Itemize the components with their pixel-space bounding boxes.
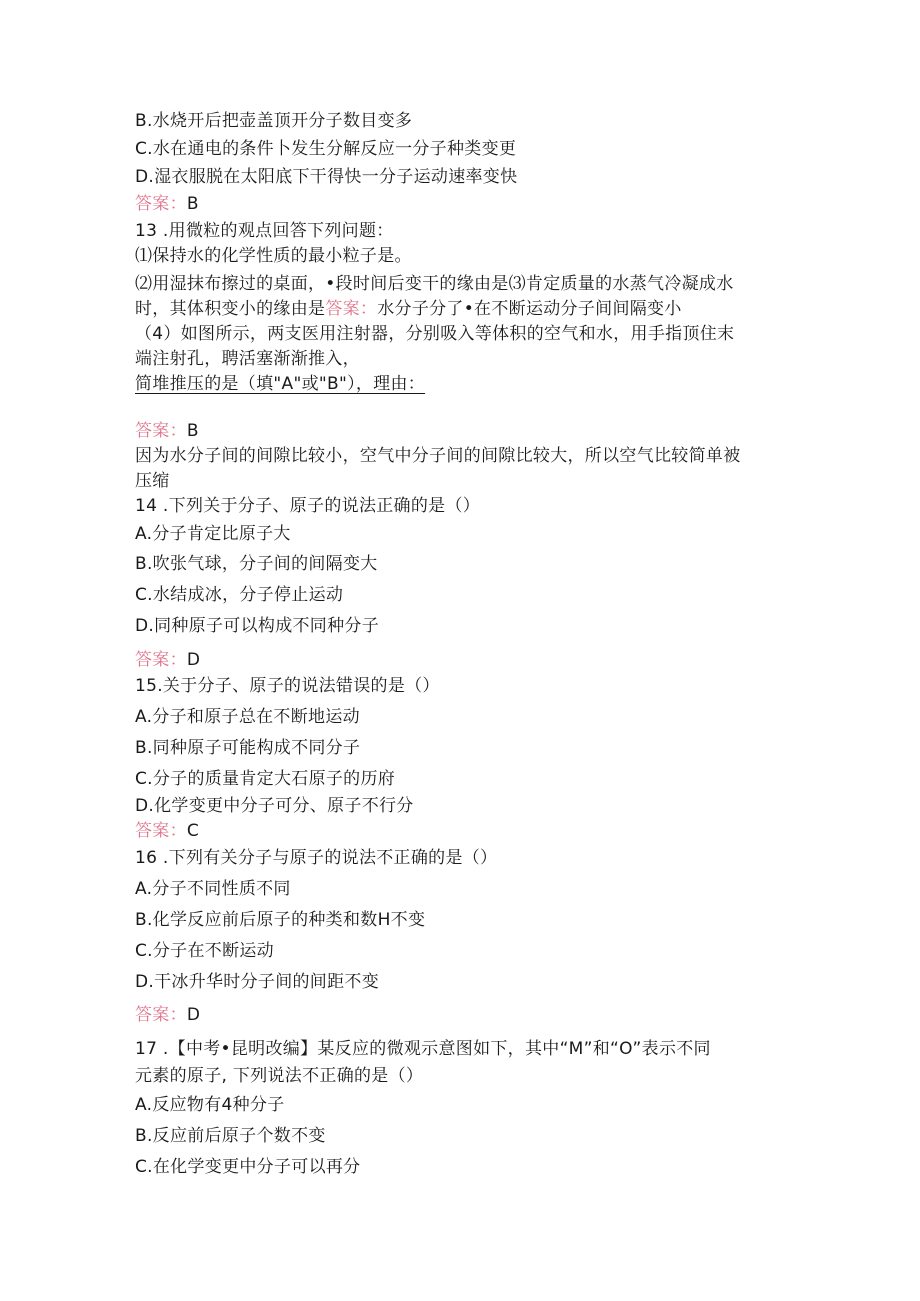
q13-part3 bbox=[135, 298, 682, 320]
q16-option-c: C.分子在不断运动 bbox=[135, 941, 274, 961]
q14-answer bbox=[135, 649, 200, 671]
q16-option-a: A.分子不同性质不同 bbox=[135, 879, 291, 899]
q14-option-c: C.水结成冰，分子停止运动 bbox=[135, 585, 344, 605]
q17-stem: 17 .【中考•昆明改编】某反应的微观示意图如下，其中“M”和“O”表示不同 bbox=[135, 1039, 711, 1059]
q13-part4-fill: 简堆推压的是（填"A"或"B"），理由： bbox=[135, 374, 426, 394]
q17-stem-cont: 元素的原子, 下列说法不正确的是（） bbox=[135, 1066, 424, 1086]
q16-option-d: D.干冰升华时分子间的间距不变 bbox=[135, 972, 379, 992]
q13-answer bbox=[135, 420, 199, 442]
q13-part3-text: 时，其体积变小的缘由是 bbox=[135, 299, 326, 319]
answer-label: 答案： bbox=[135, 194, 187, 214]
q14-option-d: D.同种原子可以构成不同种分子 bbox=[135, 616, 379, 636]
q15-stem: 15.关于分子、原子的说法错误的是（） bbox=[135, 676, 440, 696]
q12-option-d: D.湿衣服脱在太阳底下干得快一分子运动速率变快 bbox=[135, 167, 518, 187]
answer-value: B bbox=[186, 421, 199, 441]
q17-option-b: B.反应前后原子个数不变 bbox=[135, 1126, 326, 1146]
answer-label: 答案： bbox=[135, 1005, 187, 1025]
q17-option-a: A.反应物有4种分子 bbox=[135, 1095, 285, 1115]
q14-option-a: A.分子肯定比原子大 bbox=[135, 524, 291, 544]
q13-part4: （4）如图所示，两支医用注射器，分别吸入等体积的空气和水，用手指顶住末 bbox=[135, 324, 735, 344]
q13-part2: ⑵用湿抹布擦过的桌面，•段时间后变干的缘由是⑶肯定质量的水蒸气冷凝成水 bbox=[135, 274, 734, 294]
q13-part1: ⑴保持水的化学性质的最小粒子是。 bbox=[135, 246, 412, 266]
q16-option-b: B.化学反应前后原子的种类和数H不变 bbox=[135, 910, 426, 930]
answer-value: C bbox=[186, 821, 200, 841]
q13-stem: 13 .用微粒的观点回答下列问题： bbox=[135, 221, 394, 241]
q15-option-b: B.同种原子可能构成不同分子 bbox=[135, 738, 361, 758]
q15-answer bbox=[135, 820, 199, 842]
q15-option-a: A.分子和原子总在不断地运动 bbox=[135, 707, 360, 727]
q17-option-c: C.在化学变更中分子可以再分 bbox=[135, 1157, 361, 1177]
answer-value: D bbox=[186, 1005, 201, 1025]
q14-option-b: B.吹张气球，分子间的间隔变大 bbox=[135, 554, 378, 574]
q16-stem: 16 .下列有关分子与原子的说法不正确的是（） bbox=[135, 848, 498, 868]
answer-value: D bbox=[186, 650, 201, 670]
q15-option-c: C.分子的质量肯定大石原子的历府 bbox=[135, 769, 396, 789]
answer-label: 答案： bbox=[135, 821, 187, 841]
q16-answer bbox=[135, 1004, 200, 1026]
answer-label: 答案： bbox=[135, 650, 187, 670]
q13-explanation-cont: 压缩 bbox=[135, 471, 170, 491]
q13-explanation: 因为水分子间的间隙比较小，空气中分子间的间隙比较大，所以空气比较简单被 bbox=[135, 446, 741, 466]
answer-label: 答案： bbox=[325, 299, 378, 319]
q13-answer-text: 水分子分了•在不断运动分子间间隔变小 bbox=[377, 299, 682, 319]
q12-option-c: C.水在通电的条件卜发生分解反应一分子种类变更 bbox=[135, 139, 517, 159]
q13-part4-cont: 端注射孔，聘活塞渐渐推入， bbox=[135, 349, 360, 369]
answer-value: B bbox=[186, 194, 199, 214]
q12-option-b: B.水烧开后把壶盖顶开分子数目变多 bbox=[135, 111, 413, 131]
q14-stem: 14 .下列关于分子、原子的说法正确的是（） bbox=[135, 496, 481, 516]
q15-option-d: D.化学变更中分子可分、原子不行分 bbox=[135, 796, 414, 816]
answer-label: 答案： bbox=[135, 421, 187, 441]
q12-answer bbox=[135, 193, 199, 215]
